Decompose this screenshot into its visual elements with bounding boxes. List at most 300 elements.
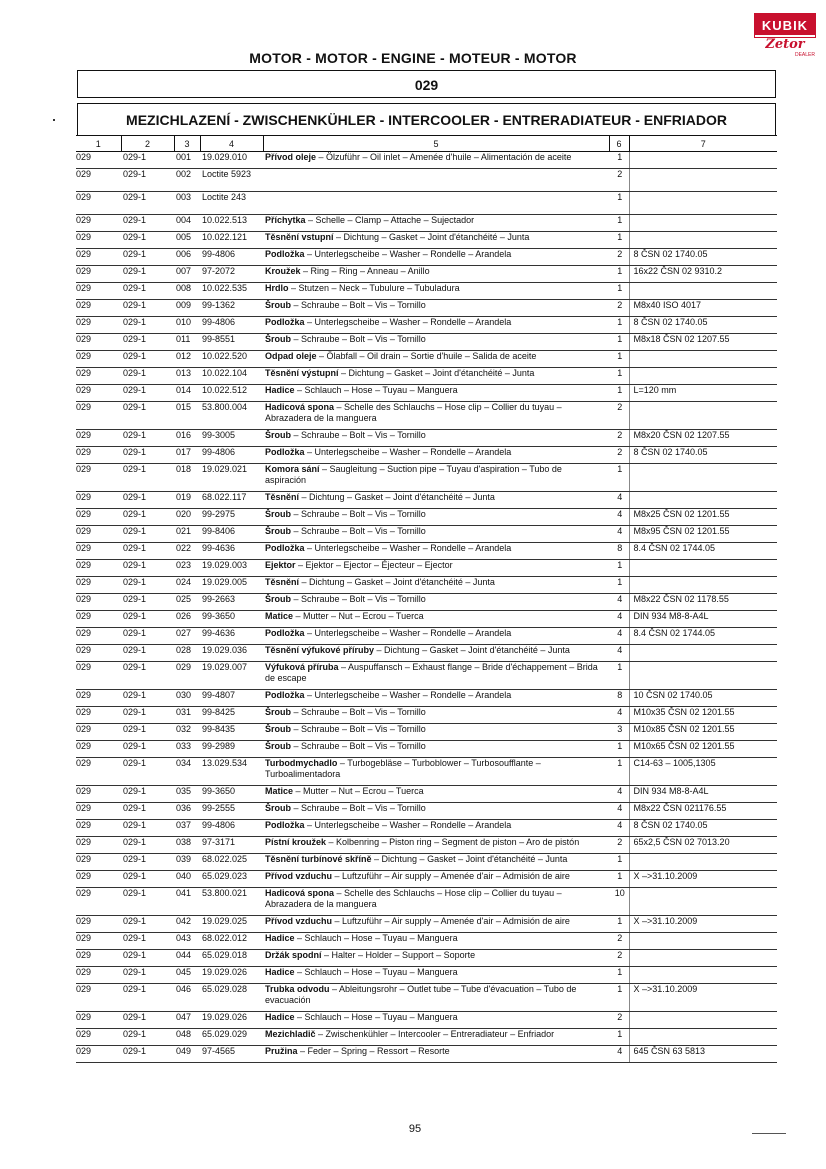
- description-translations: – Ölzuführ – Oil inlet – Amenée d'huile – Alimentación de aceite: [316, 152, 572, 162]
- cell-quantity: 1: [609, 464, 629, 492]
- cell-description: [263, 690, 609, 707]
- description-czech: Mezichladič: [265, 1029, 316, 1039]
- col-header-2: 2: [121, 136, 174, 152]
- cell-quantity: 4: [609, 628, 629, 645]
- cell-note: [629, 560, 777, 577]
- cell-description: [263, 232, 609, 249]
- description-czech: Těsnění výstupní: [265, 368, 339, 378]
- cell-note: M8x22 ČSN 02 1178.55: [629, 594, 777, 611]
- cell-note: DIN 934 M8-8-A4L: [629, 611, 777, 628]
- description-czech: Přívod vzduchu: [265, 916, 333, 926]
- cell-quantity: 4: [609, 820, 629, 837]
- cell-quantity: 1: [609, 368, 629, 385]
- cell-position: 001: [174, 152, 200, 169]
- cell-position: 026: [174, 611, 200, 628]
- cell-subgroup: 029-1: [121, 351, 174, 368]
- table-row: [76, 560, 777, 577]
- cell-group: 029: [76, 317, 121, 334]
- cell-description: [263, 334, 609, 351]
- description-translations: – Dichtung – Gasket – Joint d'étanchéité – Junta: [338, 368, 535, 378]
- cell-quantity: 10: [609, 888, 629, 916]
- cell-subgroup: 029-1: [121, 933, 174, 950]
- cell-quantity: 4: [609, 786, 629, 803]
- cell-group: 029: [76, 741, 121, 758]
- cell-group: 029: [76, 984, 121, 1012]
- cell-subgroup: 029-1: [121, 215, 174, 232]
- cell-part-number: 99-3650: [200, 611, 263, 628]
- table-row: [76, 854, 777, 871]
- table-row: [76, 707, 777, 724]
- description-czech: Podložka: [265, 690, 305, 700]
- cell-position: 038: [174, 837, 200, 854]
- cell-note: [629, 215, 777, 232]
- description-czech: Hadice: [265, 967, 295, 977]
- cell-part-number: 53.800.021: [200, 888, 263, 916]
- cell-subgroup: 029-1: [121, 368, 174, 385]
- cell-position: 006: [174, 249, 200, 266]
- table-row: [76, 526, 777, 543]
- description-czech: Hadice: [265, 1012, 295, 1022]
- cell-part-number: 65.029.028: [200, 984, 263, 1012]
- cell-part-number: 99-8425: [200, 707, 263, 724]
- cell-quantity: 1: [609, 317, 629, 334]
- cell-position: 008: [174, 283, 200, 300]
- cell-position: 041: [174, 888, 200, 916]
- cell-quantity: 1: [609, 152, 629, 169]
- description-translations: – Schelle des Schlauchs – Hose clip – Collier du tuyau – Abrazadera de la manguera: [265, 402, 562, 423]
- cell-description: [263, 402, 609, 430]
- cell-description: [263, 560, 609, 577]
- cell-group: 029: [76, 662, 121, 690]
- cell-description: [263, 577, 609, 594]
- cell-description: [263, 351, 609, 368]
- cell-note: M8x95 ČSN 02 1201.55: [629, 526, 777, 543]
- table-row: [76, 1012, 777, 1029]
- cell-part-number: 97-4565: [200, 1046, 263, 1063]
- cell-part-number: 19.029.036: [200, 645, 263, 662]
- cell-group: 029: [76, 758, 121, 786]
- cell-quantity: 2: [609, 837, 629, 854]
- cell-part-number: 19.029.005: [200, 577, 263, 594]
- cell-note: 645 ČSN 63 5813: [629, 1046, 777, 1063]
- cell-note: M8x25 ČSN 02 1201.55: [629, 509, 777, 526]
- cell-quantity: 2: [609, 447, 629, 464]
- cell-position: 047: [174, 1012, 200, 1029]
- cell-description: [263, 192, 609, 215]
- cell-note: 8 ČSN 02 1740.05: [629, 820, 777, 837]
- cell-position: 010: [174, 317, 200, 334]
- cell-description: [263, 526, 609, 543]
- cell-part-number: 19.029.003: [200, 560, 263, 577]
- cell-quantity: 1: [609, 1029, 629, 1046]
- cell-quantity: 1: [609, 266, 629, 283]
- cell-position: 032: [174, 724, 200, 741]
- cell-subgroup: 029-1: [121, 984, 174, 1012]
- cell-quantity: 1: [609, 854, 629, 871]
- description-czech: Šroub: [265, 724, 291, 734]
- description-czech: Přívod oleje: [265, 152, 317, 162]
- cell-note: [629, 888, 777, 916]
- table-row: [76, 950, 777, 967]
- cell-part-number: 10.022.512: [200, 385, 263, 402]
- cell-part-number: 65.029.029: [200, 1029, 263, 1046]
- cell-part-number: 99-4806: [200, 317, 263, 334]
- cell-subgroup: 029-1: [121, 786, 174, 803]
- cell-note: [629, 283, 777, 300]
- cell-description: [263, 916, 609, 933]
- cell-group: 029: [76, 724, 121, 741]
- cell-subgroup: 029-1: [121, 266, 174, 283]
- cell-group: 029: [76, 543, 121, 560]
- table-row: [76, 334, 777, 351]
- table-row: [76, 837, 777, 854]
- cell-part-number: 99-4806: [200, 447, 263, 464]
- description-czech: Trubka odvodu: [265, 984, 330, 994]
- cell-group: 029: [76, 967, 121, 984]
- cell-part-number: 97-2072: [200, 266, 263, 283]
- table-row: [76, 758, 777, 786]
- logo-dealer-text: DEALER: [794, 52, 815, 58]
- cell-group: 029: [76, 1046, 121, 1063]
- cell-part-number: 19.029.026: [200, 967, 263, 984]
- cell-quantity: 2: [609, 430, 629, 447]
- cell-note: X –>31.10.2009: [629, 916, 777, 933]
- cell-position: 012: [174, 351, 200, 368]
- cell-description: [263, 385, 609, 402]
- cell-subgroup: 029-1: [121, 1046, 174, 1063]
- cell-position: 011: [174, 334, 200, 351]
- cell-quantity: 4: [609, 509, 629, 526]
- cell-subgroup: 029-1: [121, 334, 174, 351]
- cell-position: 018: [174, 464, 200, 492]
- cell-note: [629, 402, 777, 430]
- cell-group: 029: [76, 249, 121, 266]
- cell-description: [263, 300, 609, 317]
- cell-part-number: 68.022.025: [200, 854, 263, 871]
- cell-part-number: 53.800.004: [200, 402, 263, 430]
- description-translations: – Dichtung – Gasket – Joint d'étanchéité – Junta: [299, 492, 495, 502]
- description-translations: – Mutter – Nut – Ecrou – Tuerca: [293, 611, 424, 621]
- cell-subgroup: 029-1: [121, 803, 174, 820]
- cell-position: 036: [174, 803, 200, 820]
- description-translations: – Dichtung – Gasket – Joint d'étanchéité – Junta: [299, 577, 495, 587]
- cell-position: 034: [174, 758, 200, 786]
- cell-quantity: 2: [609, 950, 629, 967]
- description-czech: Komora sání: [265, 464, 320, 474]
- cell-part-number: 99-2989: [200, 741, 263, 758]
- description-translations: – Unterlegscheibe – Washer – Rondelle – Arandela: [304, 447, 512, 457]
- cell-note: [629, 854, 777, 871]
- cell-part-number: Loctite 5923: [200, 169, 263, 192]
- table-row: [76, 1029, 777, 1046]
- description-translations: – Halter – Holder – Support – Soporte: [321, 950, 476, 960]
- table-row: [76, 351, 777, 368]
- cell-group: 029: [76, 1029, 121, 1046]
- cell-quantity: 1: [609, 741, 629, 758]
- cell-part-number: 13.029.534: [200, 758, 263, 786]
- description-czech: Šroub: [265, 741, 291, 751]
- cell-part-number: 99-4806: [200, 820, 263, 837]
- cell-note: 65x2,5 ČSN 02 7013.20: [629, 837, 777, 854]
- cell-group: 029: [76, 916, 121, 933]
- table-row: [76, 402, 777, 430]
- cell-position: 020: [174, 509, 200, 526]
- cell-quantity: 1: [609, 215, 629, 232]
- cell-subgroup: 029-1: [121, 283, 174, 300]
- cell-group: 029: [76, 215, 121, 232]
- cell-subgroup: 029-1: [121, 967, 174, 984]
- cell-quantity: 4: [609, 707, 629, 724]
- cell-note: M8x18 ČSN 02 1207.55: [629, 334, 777, 351]
- cell-description: [263, 594, 609, 611]
- description-czech: Kroužek: [265, 266, 301, 276]
- cell-group: 029: [76, 690, 121, 707]
- cell-position: 030: [174, 690, 200, 707]
- cell-position: 014: [174, 385, 200, 402]
- cell-group: 029: [76, 509, 121, 526]
- cell-group: 029: [76, 152, 121, 169]
- cell-part-number: 65.029.018: [200, 950, 263, 967]
- cell-group: 029: [76, 611, 121, 628]
- cell-group: 029: [76, 266, 121, 283]
- cell-position: 040: [174, 871, 200, 888]
- description-translations: – Schraube – Bolt – Vis – Tornillo: [291, 803, 426, 813]
- cell-part-number: 99-4807: [200, 690, 263, 707]
- cell-part-number: 19.029.007: [200, 662, 263, 690]
- cell-group: 029: [76, 628, 121, 645]
- cell-position: 002: [174, 169, 200, 192]
- cell-description: [263, 430, 609, 447]
- cell-subgroup: 029-1: [121, 509, 174, 526]
- description-czech: Podložka: [265, 447, 305, 457]
- description-translations: – Zwischenkühler – Intercooler – Entreradiateur – Enfriador: [315, 1029, 555, 1039]
- cell-part-number: 19.029.010: [200, 152, 263, 169]
- description-translations: – Schlauch – Hose – Tuyau – Manguera: [294, 933, 458, 943]
- cell-note: M8x22 ČSN 021176.55: [629, 803, 777, 820]
- cell-position: 027: [174, 628, 200, 645]
- cell-note: DIN 934 M8-8-A4L: [629, 786, 777, 803]
- description-czech: Hadice: [265, 385, 295, 395]
- cell-position: 017: [174, 447, 200, 464]
- table-row: [76, 492, 777, 509]
- section-title: MEZICHLAZENÍ - ZWISCHENKÜHLER - INTERCOOLER - ENTRERADIATEUR - ENFRIADOR: [77, 103, 776, 135]
- table-row: [76, 967, 777, 984]
- cell-part-number: 99-2555: [200, 803, 263, 820]
- cell-description: [263, 611, 609, 628]
- description-translations: – Ölabfall – Oil drain – Sortie d'huile – Salida de aceite: [316, 351, 537, 361]
- cell-description: [263, 543, 609, 560]
- description-translations: – Unterlegscheibe – Washer – Rondelle – Arandela: [304, 820, 512, 830]
- cell-note: 8.4 ČSN 02 1744.05: [629, 543, 777, 560]
- cell-group: 029: [76, 447, 121, 464]
- table-row: [76, 1046, 777, 1063]
- cell-position: 031: [174, 707, 200, 724]
- description-translations: – Schraube – Bolt – Vis – Tornillo: [291, 526, 426, 536]
- description-translations: – Unterlegscheibe – Washer – Rondelle – Arandela: [304, 317, 512, 327]
- table-row: [76, 724, 777, 741]
- cell-subgroup: 029-1: [121, 854, 174, 871]
- cell-group: 029: [76, 707, 121, 724]
- description-czech: Těsnění turbínové skříně: [265, 854, 372, 864]
- description-czech: Podložka: [265, 317, 305, 327]
- cell-part-number: 97-3171: [200, 837, 263, 854]
- cell-note: M10x65 ČSN 02 1201.55: [629, 741, 777, 758]
- table-row: [76, 169, 777, 192]
- table-row: [76, 283, 777, 300]
- footer-logo-mark: [752, 1125, 786, 1134]
- table-header: [76, 136, 777, 152]
- cell-group: 029: [76, 837, 121, 854]
- cell-group: 029: [76, 300, 121, 317]
- cell-description: [263, 803, 609, 820]
- cell-description: [263, 984, 609, 1012]
- table-row: [76, 368, 777, 385]
- cell-subgroup: 029-1: [121, 560, 174, 577]
- cell-part-number: 99-2975: [200, 509, 263, 526]
- cell-description: [263, 509, 609, 526]
- page-title: MOTOR - MOTOR - ENGINE - MOTEUR - MOTOR: [249, 50, 577, 66]
- description-translations: – Turbogebläse – Turboblower – Turbosoufflante – Turboalimentadora: [265, 758, 541, 779]
- description-czech: Podložka: [265, 543, 305, 553]
- cell-subgroup: 029-1: [121, 152, 174, 169]
- cell-quantity: 1: [609, 984, 629, 1012]
- cell-description: [263, 645, 609, 662]
- cell-note: [629, 152, 777, 169]
- table-row: [76, 662, 777, 690]
- col-header-5: 5: [263, 136, 609, 152]
- description-czech: Hrdlo: [265, 283, 289, 293]
- description-czech: Matice: [265, 786, 294, 796]
- cell-part-number: 10.022.121: [200, 232, 263, 249]
- cell-position: 004: [174, 215, 200, 232]
- cell-part-number: 99-4636: [200, 628, 263, 645]
- cell-quantity: 1: [609, 283, 629, 300]
- cell-description: [263, 662, 609, 690]
- cell-position: 021: [174, 526, 200, 543]
- cell-note: [629, 192, 777, 215]
- cell-position: 023: [174, 560, 200, 577]
- cell-position: 007: [174, 266, 200, 283]
- description-czech: Podložka: [265, 249, 305, 259]
- description-czech: Těsnění: [265, 492, 300, 502]
- cell-subgroup: 029-1: [121, 724, 174, 741]
- table-row: [76, 300, 777, 317]
- cell-description: [263, 741, 609, 758]
- table-row: [76, 628, 777, 645]
- logo-zetor-text: Zetor: [765, 37, 805, 52]
- stray-dot: [53, 119, 55, 121]
- description-czech: Šroub: [265, 334, 291, 344]
- parts-table: [76, 135, 777, 1063]
- cell-quantity: 2: [609, 1012, 629, 1029]
- description-czech: Příchytka: [265, 215, 306, 225]
- cell-description: [263, 786, 609, 803]
- cell-position: 049: [174, 1046, 200, 1063]
- cell-group: 029: [76, 192, 121, 215]
- cell-quantity: 2: [609, 933, 629, 950]
- cell-description: [263, 447, 609, 464]
- cell-quantity: 3: [609, 724, 629, 741]
- cell-part-number: 10.022.535: [200, 283, 263, 300]
- description-czech: Odpad oleje: [265, 351, 317, 361]
- cell-subgroup: 029-1: [121, 464, 174, 492]
- cell-group: 029: [76, 645, 121, 662]
- cell-subgroup: 029-1: [121, 192, 174, 215]
- cell-description: [263, 871, 609, 888]
- cell-description: [263, 820, 609, 837]
- cell-part-number: 99-8551: [200, 334, 263, 351]
- cell-group: 029: [76, 594, 121, 611]
- cell-group: 029: [76, 368, 121, 385]
- description-czech: Podložka: [265, 628, 305, 638]
- cell-note: M8x40 ISO 4017: [629, 300, 777, 317]
- cell-description: [263, 628, 609, 645]
- cell-position: 015: [174, 402, 200, 430]
- table-row: [76, 577, 777, 594]
- description-translations: – Luftzuführ – Air supply – Amenée d'air – Admisión de aire: [332, 871, 570, 881]
- table-row: [76, 266, 777, 283]
- cell-description: [263, 837, 609, 854]
- cell-group: 029: [76, 933, 121, 950]
- cell-subgroup: 029-1: [121, 300, 174, 317]
- cell-group: 029: [76, 232, 121, 249]
- cell-note: [629, 1012, 777, 1029]
- cell-position: 048: [174, 1029, 200, 1046]
- description-czech: Šroub: [265, 707, 291, 717]
- description-translations: – Ableitungsrohr – Outlet tube – Tube d'évacuation – Tubo de evacuación: [265, 984, 577, 1005]
- cell-position: 037: [174, 820, 200, 837]
- cell-note: [629, 1029, 777, 1046]
- cell-group: 029: [76, 786, 121, 803]
- table-row: [76, 594, 777, 611]
- cell-description: [263, 950, 609, 967]
- cell-note: X –>31.10.2009: [629, 984, 777, 1012]
- cell-group: 029: [76, 464, 121, 492]
- table-row: [76, 317, 777, 334]
- cell-position: 024: [174, 577, 200, 594]
- cell-part-number: 99-8435: [200, 724, 263, 741]
- cell-note: [629, 232, 777, 249]
- description-czech: Šroub: [265, 509, 291, 519]
- cell-position: 003: [174, 192, 200, 215]
- cell-part-number: 10.022.104: [200, 368, 263, 385]
- cell-part-number: 10.022.513: [200, 215, 263, 232]
- cell-description: [263, 249, 609, 266]
- cell-part-number: Loctite 243: [200, 192, 263, 215]
- cell-description: [263, 933, 609, 950]
- cell-group: 029: [76, 385, 121, 402]
- cell-part-number: 19.029.026: [200, 1012, 263, 1029]
- cell-group: 029: [76, 402, 121, 430]
- cell-subgroup: 029-1: [121, 317, 174, 334]
- cell-quantity: 8: [609, 690, 629, 707]
- description-translations: – Dichtung – Gasket – Joint d'étanchéité – Junta: [333, 232, 530, 242]
- description-czech: Šroub: [265, 526, 291, 536]
- cell-subgroup: 029-1: [121, 628, 174, 645]
- cell-quantity: 1: [609, 662, 629, 690]
- cell-subgroup: 029-1: [121, 888, 174, 916]
- description-czech: Držák spodní: [265, 950, 322, 960]
- description-translations: – Ring – Ring – Anneau – Anillo: [300, 266, 430, 276]
- cell-quantity: 1: [609, 758, 629, 786]
- cell-description: [263, 758, 609, 786]
- cell-position: 045: [174, 967, 200, 984]
- cell-part-number: 99-4806: [200, 249, 263, 266]
- cell-subgroup: 029-1: [121, 577, 174, 594]
- cell-quantity: 1: [609, 577, 629, 594]
- table-row: [76, 152, 777, 169]
- description-czech: Šroub: [265, 300, 291, 310]
